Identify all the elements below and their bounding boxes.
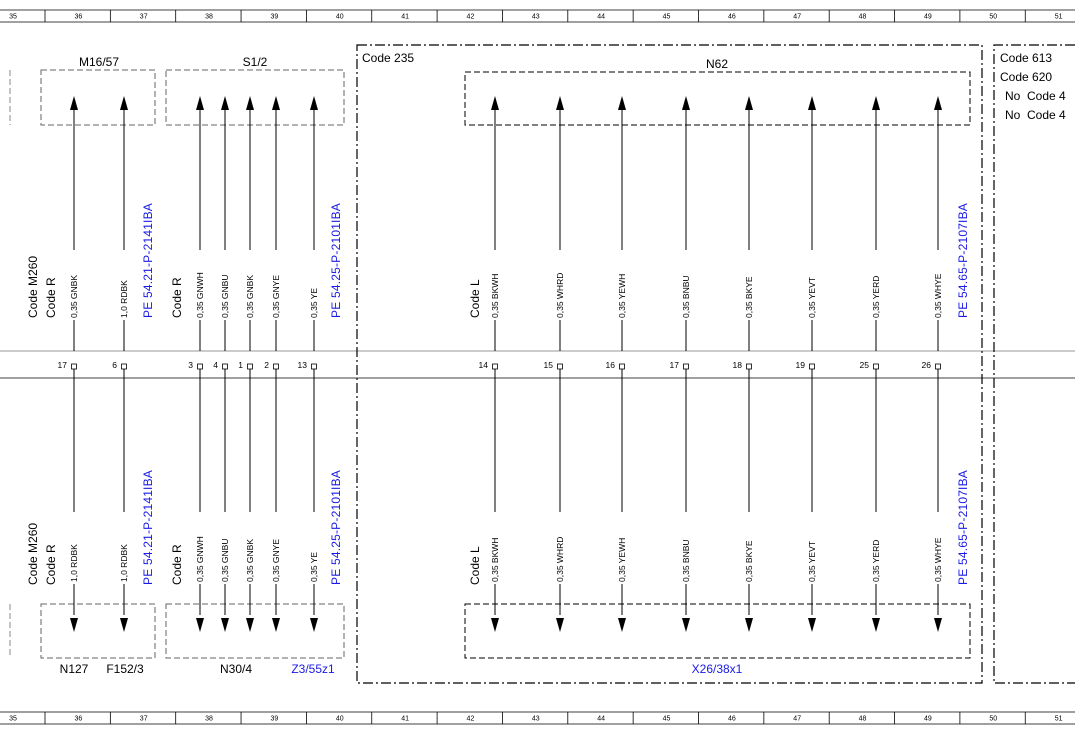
arrow-up-icon [745,96,753,110]
wire-label-top: 0,35 GNYE [271,275,281,318]
arrow-down-icon [808,618,816,632]
component-box-n127-f152 [41,604,155,658]
side-code-m260-top: Code M260 [26,255,40,318]
wire-label-bottom: 0,35 GNYE [271,539,281,582]
ruler-column-number: 41 [401,715,409,723]
arrow-down-icon [682,618,690,632]
wire-label-top: 0,35 WHYE [933,273,943,318]
arrow-up-icon [618,96,626,110]
wire-label-top: 1,0 RDBK [119,280,129,318]
label-no-code-4-a: No Code 4 [1005,89,1066,103]
wire-label-bottom: 0,35 YEVT [807,541,817,582]
arrow-up-icon [808,96,816,110]
arrow-up-icon [272,96,280,110]
ruler-column-number: 35 [9,715,17,723]
arrow-down-icon [745,618,753,632]
arrow-up-icon [491,96,499,110]
wire-label-bottom: 0,35 GNBK [245,539,255,582]
wire-label-bottom: 0,35 BKYE [744,540,754,582]
pin-marker [558,364,563,369]
wire-label-top: 0,35 YEWH [617,273,627,318]
pe-ref-54-65-bottom: PE 54.65-P-2107IBA [956,469,970,585]
pin-number: 17 [57,360,67,370]
side-code-l-top: Code L [468,279,482,318]
label-no-code-4-b: No Code 4 [1005,108,1066,122]
pin-marker [198,364,203,369]
ruler-column-number: 39 [270,13,279,21]
ruler-column-number: 45 [662,13,671,21]
side-code-m260-bottom: Code M260 [26,522,40,585]
ruler-column-number: 47 [793,715,802,723]
ruler-column-number: 39 [270,715,279,723]
side-code-r-top-mid: Code R [170,277,184,318]
wire-label-top: 0,35 GNBK [245,275,255,318]
ruler-column-number: 44 [597,13,606,21]
pin-number: 16 [605,360,615,370]
arrow-down-icon [556,618,564,632]
component-box-n62 [465,72,970,125]
ruler-column-number: 50 [989,13,998,21]
ruler-column-number: 48 [858,715,867,723]
label-z3-55z1: Z3/55z1 [291,662,335,676]
arrow-up-icon [556,96,564,110]
wire-label-top: 0,35 YEVT [807,277,817,318]
pin-number: 18 [732,360,742,370]
wire-label-top: 0,35 GNWH [195,272,205,318]
wire-label-top: 0,35 GNBU [220,274,230,318]
arrow-up-icon [120,96,128,110]
pin-number: 1 [238,360,243,370]
pin-number: 13 [297,360,307,370]
wire-label-bottom: 0,35 BKWH [490,537,500,582]
label-f152-3: F152/3 [106,662,144,676]
arrow-down-icon [618,618,626,632]
ruler-bottom [0,712,1075,724]
ruler-column-number: 35 [9,13,17,21]
pin-marker [936,364,941,369]
component-box-m16-57 [41,70,155,125]
arrow-down-icon [272,618,280,632]
pin-number: 14 [478,360,488,370]
wire-label-bottom: 0,35 YERD [871,539,881,582]
ruler-column-number: 40 [335,13,344,21]
component-box-x26-38x1 [465,604,970,658]
ruler-top [0,10,1075,22]
label-code-235: Code 235 [362,51,415,65]
pin-marker [620,364,625,369]
wire-label-top: 0,35 BKYE [744,276,754,318]
arrow-up-icon [310,96,318,110]
ruler-column-number: 37 [139,13,148,21]
ruler-column-number: 42 [466,13,475,21]
wire-label-top: 0,35 BNBU [681,275,691,318]
pin-marker [874,364,879,369]
pin-marker [810,364,815,369]
pe-ref-54-21-bottom: PE 54.21-P-2141IBA [141,469,155,585]
pin-number: 4 [213,360,218,370]
wire-label-bottom: 0,35 GNWH [195,536,205,582]
ruler-column-number: 46 [727,715,736,723]
arrow-up-icon [221,96,229,110]
arrow-down-icon [246,618,254,632]
arrow-down-icon [196,618,204,632]
ruler-column-number: 36 [74,715,83,723]
ruler-column-number: 48 [858,13,867,21]
label-code-613: Code 613 [1000,51,1053,65]
wire-label-bottom: 0,35 YEWH [617,537,627,582]
wires-group [58,96,943,632]
component-box-n30-4 [166,604,344,658]
ruler-column-number: 36 [74,13,83,21]
label-code-620: Code 620 [1000,70,1053,84]
side-code-r-top-left: Code R [44,277,58,318]
pin-number: 3 [188,360,193,370]
pe-ref-54-21-top: PE 54.21-P-2141IBA [141,202,155,318]
wire-label-bottom: 0,35 GNBU [220,538,230,582]
ruler-column-number: 41 [401,13,409,21]
ruler-column-number: 40 [335,715,344,723]
pe-ref-54-25-bottom: PE 54.25-P-2101IBA [329,469,343,585]
wire-label-top: 0,35 YE [309,287,319,318]
ruler-column-number: 51 [1054,715,1063,723]
ruler-column-number: 43 [531,13,540,21]
pin-number: 6 [112,360,117,370]
pin-marker [122,364,127,369]
ruler-column-number: 45 [662,715,671,723]
arrow-up-icon [70,96,78,110]
code-613-box [994,45,1075,683]
component-box-s1-2 [166,70,344,125]
wire-label-bottom: 0,35 BNBU [681,539,691,582]
label-n127: N127 [59,662,89,676]
arrow-up-icon [682,96,690,110]
pe-ref-54-65-top: PE 54.65-P-2107IBA [956,202,970,318]
wire-label-bottom: 0,35 YE [309,551,319,582]
ruler-column-number: 49 [924,715,932,723]
pin-marker [312,364,317,369]
pin-marker [493,364,498,369]
pin-marker [72,364,77,369]
pin-number: 17 [669,360,679,370]
label-n30-4: N30/4 [219,662,253,676]
arrow-down-icon [120,618,128,632]
arrow-down-icon [491,618,499,632]
label-x26-38x1: X26/38x1 [691,662,743,676]
ruler-column-number: 42 [466,715,475,723]
label-n62: N62 [705,57,729,71]
ruler-column-number: 37 [139,715,148,723]
arrow-up-icon [934,96,942,110]
side-code-l-bottom: Code L [468,546,482,585]
wire-label-bottom: 0,35 WHYE [933,537,943,582]
wire-label-bottom: 1,0 RDBK [69,544,79,582]
arrow-up-icon [196,96,204,110]
ruler-column-number: 44 [597,715,606,723]
ruler-column-number: 51 [1054,13,1063,21]
pe-ref-54-25-top: PE 54.25-P-2101IBA [329,202,343,318]
pin-number: 15 [543,360,553,370]
arrow-down-icon [934,618,942,632]
wire-label-bottom: 1,0 RDBK [119,544,129,582]
arrow-down-icon [221,618,229,632]
label-s1-2: S1/2 [242,55,268,69]
pin-marker [248,364,253,369]
ruler-column-number: 47 [793,13,802,21]
ruler-column-number: 38 [205,13,213,21]
arrow-down-icon [310,618,318,632]
arrow-up-icon [872,96,880,110]
pin-marker [747,364,752,369]
pin-marker [274,364,279,369]
side-code-r-bottom-mid: Code R [170,544,184,585]
side-code-r-bottom-left: Code R [44,544,58,585]
pin-number: 25 [859,360,869,370]
wire-label-top: 0,35 YERD [871,275,881,318]
wire-label-bottom: 0,35 WHRD [555,536,565,582]
ruler-column-number: 49 [924,13,932,21]
wire-label-top: 0,35 BKWH [490,273,500,318]
pin-number: 26 [921,360,931,370]
pin-marker [684,364,689,369]
wire-label-top: 0,35 WHRD [555,272,565,318]
arrow-down-icon [872,618,880,632]
ruler-column-number: 46 [727,13,736,21]
pin-number: 2 [264,360,269,370]
label-m16-57: M16/57 [78,55,120,69]
ruler-column-number: 50 [989,715,998,723]
wire-label-top: 0,35 GNBK [69,275,79,318]
ruler-column-number: 43 [531,715,540,723]
pin-marker [223,364,228,369]
arrow-down-icon [70,618,78,632]
ruler-column-number: 38 [205,715,213,723]
arrow-up-icon [246,96,254,110]
pin-number: 19 [795,360,805,370]
